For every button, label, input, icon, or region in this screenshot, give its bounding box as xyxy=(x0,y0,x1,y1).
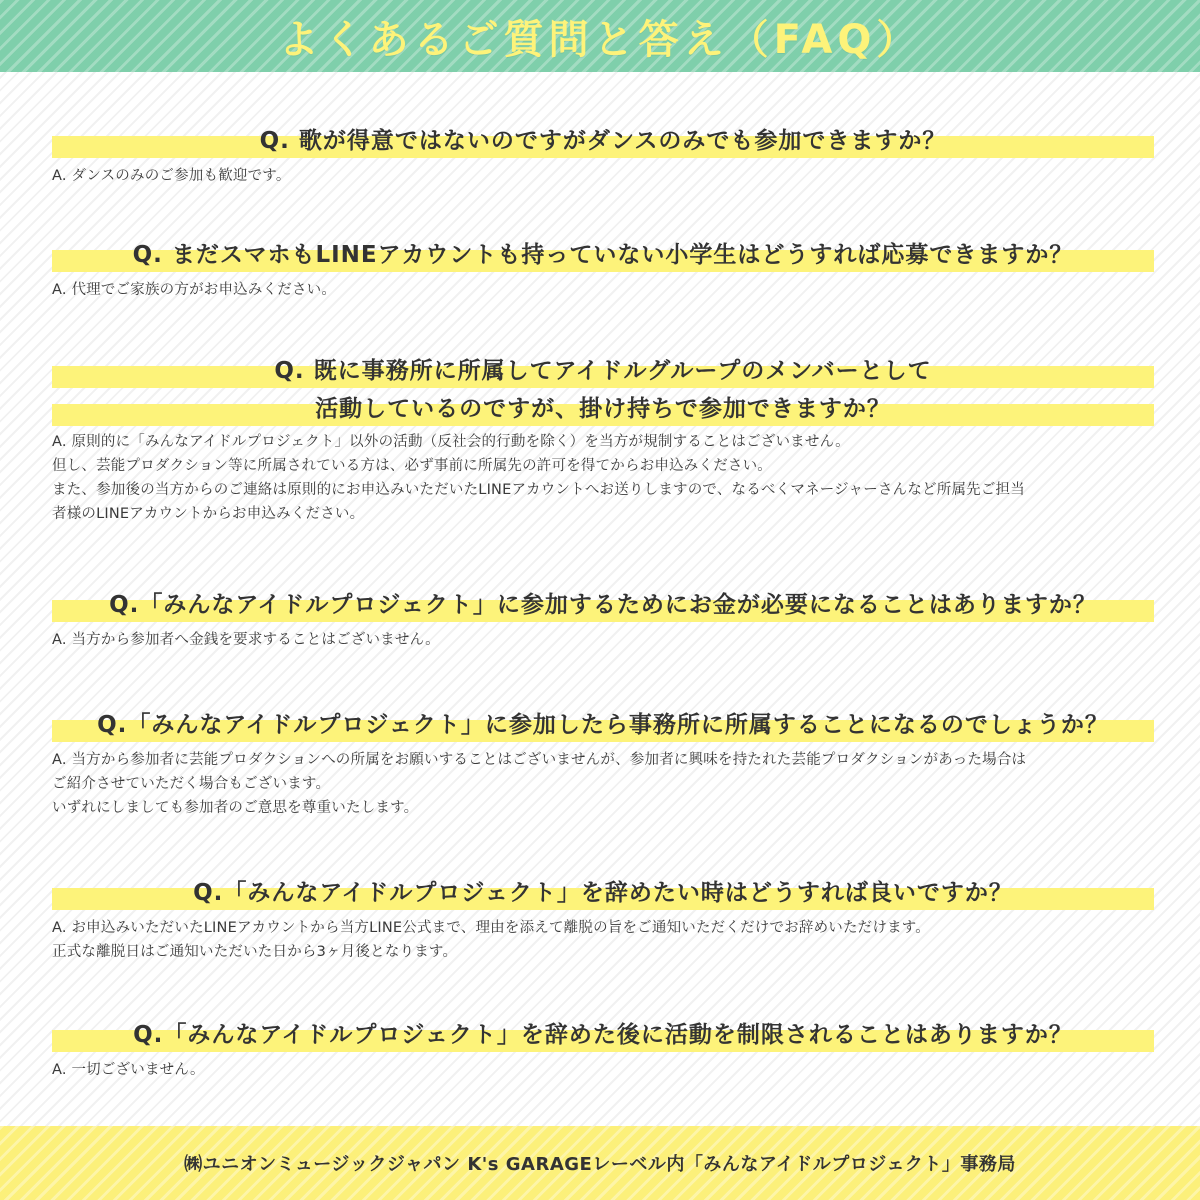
answer-line: A. ダンスのみのご参加も歓迎です。 xyxy=(52,168,291,184)
answer-line: 者様のLINEアカウントからお申込みください。 xyxy=(52,506,365,522)
faq-item xyxy=(52,1018,1154,1082)
answer-line: A. お申込みいただいたLINEアカウントから当方LINE公式まで、理由を添えて離脱の旨をご通知いただくだけでお辞めいただけます。 xyxy=(52,920,931,936)
faq-answer xyxy=(52,164,1154,188)
answer-line: いずれにしましても参加者のご意思を尊重いたします。 xyxy=(52,800,419,816)
faq-question-line2: 活動しているのですが、掛け持ちで参加できますか？ xyxy=(52,392,1154,426)
faq-item xyxy=(52,124,1154,188)
faq-question: Q.「みんなアイドルプロジェクト」を辞めた後に活動を制限されることはありますか？ xyxy=(52,1018,1154,1052)
faq-answer xyxy=(52,628,1154,652)
answer-line: A. 当方から参加者へ金銭を要求することはございません。 xyxy=(52,632,440,648)
faq-question: Q. まだスマホもLINEアカウントも持っていない小学生はどうすれば応募できますか？ xyxy=(52,238,1154,272)
faq-question: Q.「みんなアイドルプロジェクト」に参加したら事務所に所属することになるのでしょうか？ xyxy=(52,708,1154,742)
faq-question: Q.「みんなアイドルプロジェクト」を辞めたい時はどうすれば良いですか？ xyxy=(52,876,1154,910)
faq-answer xyxy=(52,748,1154,820)
faq-item xyxy=(52,588,1154,652)
faq-answer xyxy=(52,916,1154,964)
answer-line: 但し、芸能プロダクション等に所属されている方は、必ず事前に所属先の許可を得てからお申込みください。 xyxy=(52,458,773,474)
footer-organizer: ㈱ユニオンミュージックジャパン K's GARAGEレーベル内「みんなアイドルプロジェクト」事務局 xyxy=(184,1154,1016,1175)
answer-line: A. 当方から参加者に芸能プロダクションへの所属をお願いすることはございませんが、参加者に興味を持たれた芸能プロダクションがあった場合は xyxy=(52,752,1027,768)
faq-item xyxy=(52,876,1154,964)
faq-item xyxy=(52,238,1154,302)
page-header xyxy=(0,0,1200,72)
faq-answer xyxy=(52,278,1154,302)
faq-question: Q. 既に事務所に所属してアイドルグループのメンバーとして xyxy=(52,354,1154,388)
answer-line: ご紹介させていただく場合もございます。 xyxy=(52,776,331,792)
page-footer xyxy=(0,1126,1200,1200)
answer-line: A. 一切ございません。 xyxy=(52,1062,205,1078)
answer-line: 正式な離脱日はご通知いただいた日から3ヶ月後となります。 xyxy=(52,944,458,960)
faq-answer xyxy=(52,430,1154,526)
faq-item xyxy=(52,708,1154,820)
faq-item xyxy=(52,354,1154,526)
faq-question: Q.「みんなアイドルプロジェクト」に参加するためにお金が必要になることはありますか？ xyxy=(52,588,1154,622)
answer-line: A. 原則的に「みんなアイドルプロジェクト」以外の活動（反社会的行動を除く）を当方が規制することはございません。 xyxy=(52,434,850,450)
faq-answer xyxy=(52,1058,1154,1082)
faq-question: Q. 歌が得意ではないのですがダンスのみでも参加できますか？ xyxy=(52,124,1154,158)
answer-line: A. 代理でご家族の方がお申込みください。 xyxy=(52,282,337,298)
answer-line: また、参加後の当方からのご連絡は原則的にお申込みいただいたLINEアカウントへお送りしますので、なるべくマネージャーさんなど所属先ご担当 xyxy=(52,482,1025,498)
page-title: よくあるご質問と答え（FAQ） xyxy=(278,16,922,63)
